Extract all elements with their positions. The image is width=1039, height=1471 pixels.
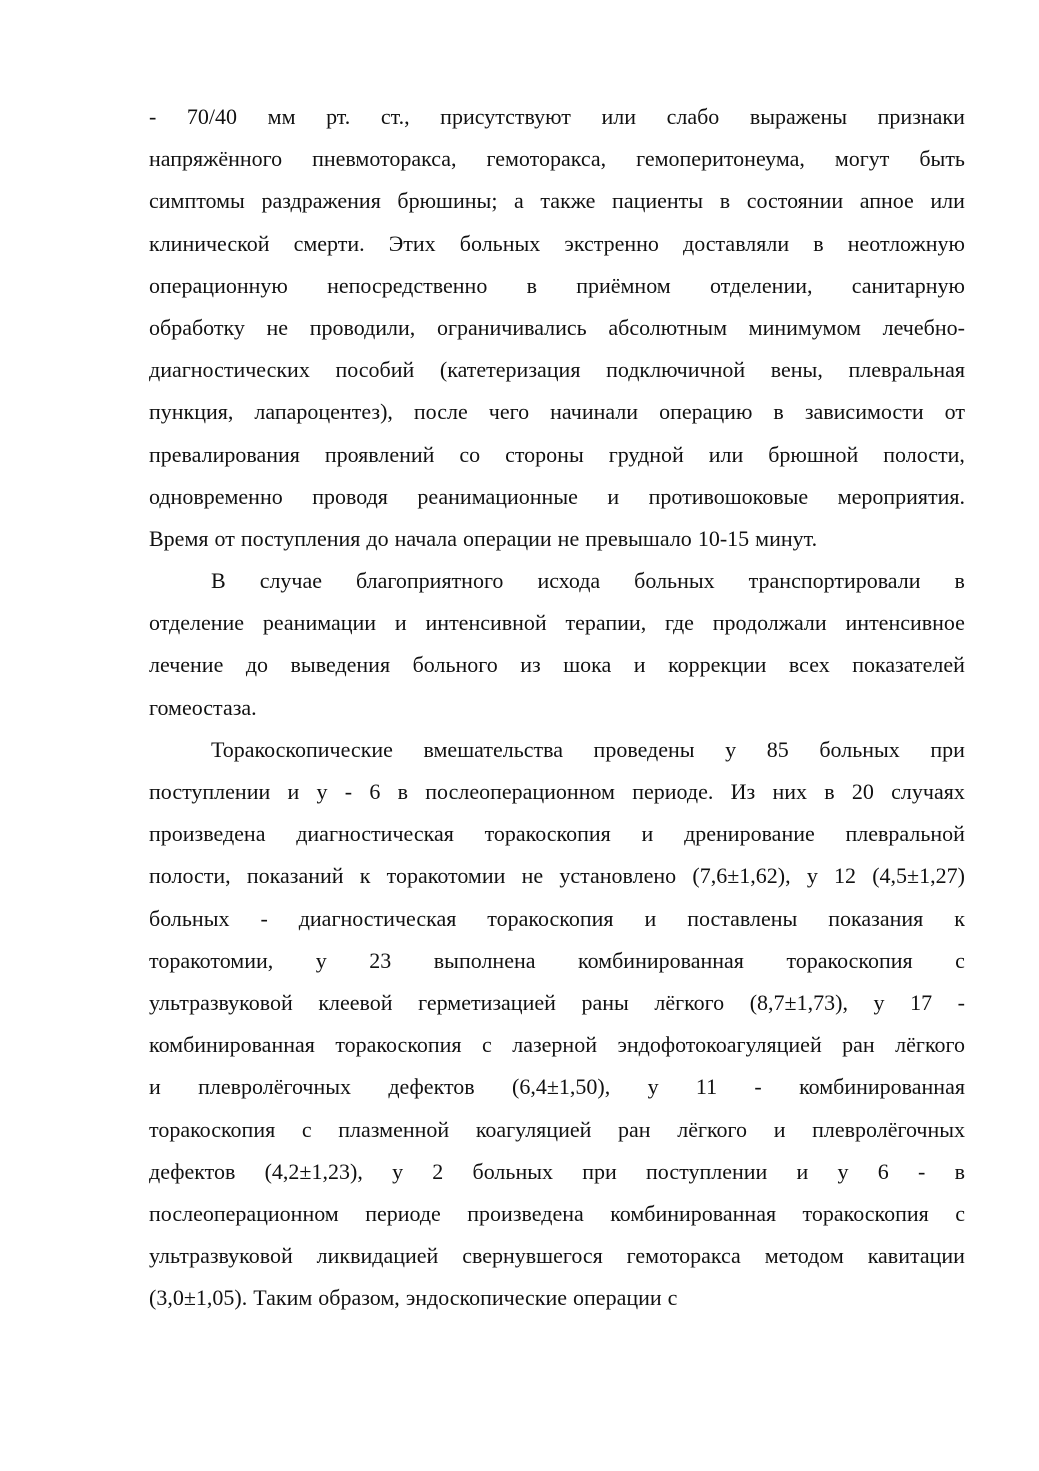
word: в xyxy=(813,230,824,256)
word: послеоперационном xyxy=(149,1200,339,1226)
word: к xyxy=(954,905,965,931)
word: - xyxy=(754,1074,762,1100)
word: (катетеризация xyxy=(439,357,581,383)
word: плевролёгочных xyxy=(198,1074,351,1100)
word: лазерной xyxy=(512,1032,597,1058)
word: пациенты xyxy=(612,188,704,214)
text-line xyxy=(149,1024,965,1066)
word: комбинированная xyxy=(799,1074,965,1100)
word: больных xyxy=(472,1158,554,1184)
word: или xyxy=(708,441,744,467)
word: продолжали xyxy=(712,610,827,636)
word: лёгкого xyxy=(654,989,725,1015)
word: грудной xyxy=(608,441,684,467)
word: благоприятного xyxy=(356,568,504,594)
word: состоянии xyxy=(746,188,844,214)
word: непосредственно xyxy=(327,272,488,298)
word: поступлении xyxy=(646,1158,768,1184)
word: при xyxy=(930,736,965,762)
word: 17 xyxy=(910,989,933,1015)
word: шока xyxy=(563,652,612,678)
word: 70/40 xyxy=(186,104,238,129)
word: в xyxy=(773,399,784,425)
word: 23 xyxy=(369,947,392,973)
word: плевральная xyxy=(848,357,965,383)
word: быть xyxy=(919,146,965,172)
word: плевральной xyxy=(845,821,965,847)
word: напряжённого xyxy=(149,146,283,172)
word: брюшины; xyxy=(397,188,498,214)
word: комбинированная xyxy=(578,947,744,973)
text-line xyxy=(149,180,965,222)
word: торакотомии xyxy=(386,863,506,889)
word: к xyxy=(359,863,371,889)
word: диагностических xyxy=(149,357,310,383)
word: (4,2±1,23), xyxy=(264,1158,363,1184)
word: терапии, xyxy=(565,610,647,636)
word: у xyxy=(873,989,885,1015)
word: пособий xyxy=(335,357,415,383)
word: операции xyxy=(573,1285,662,1311)
word: от xyxy=(944,399,965,425)
word: и xyxy=(796,1158,809,1184)
word: интенсивное xyxy=(845,610,965,636)
word: а xyxy=(514,188,524,214)
word: мероприятия. xyxy=(837,483,965,509)
word: не xyxy=(266,314,289,340)
word: операции xyxy=(463,525,552,551)
word: начала xyxy=(394,525,458,551)
text-line xyxy=(149,307,965,349)
word: установлено xyxy=(559,863,677,889)
word: (7,6±1,62), xyxy=(692,863,791,889)
word: больного xyxy=(412,652,498,678)
word: мм xyxy=(267,104,296,129)
word: полости, xyxy=(149,863,231,889)
word: торакоскопия xyxy=(802,1200,929,1226)
word: и xyxy=(644,905,657,931)
word: брюшной xyxy=(768,441,859,467)
word: операцию xyxy=(659,399,753,425)
word: зависимости xyxy=(804,399,924,425)
word: в xyxy=(397,779,408,804)
word: не xyxy=(557,525,580,551)
word: послеоперационном xyxy=(425,779,615,804)
document-body-text xyxy=(149,96,965,1319)
word: и xyxy=(394,610,407,636)
word: могут xyxy=(834,146,890,172)
word: 20 xyxy=(851,779,874,804)
word: плевролёгочных xyxy=(812,1116,965,1142)
word: Таким xyxy=(253,1285,313,1311)
word: свернувшегося xyxy=(462,1243,603,1269)
word: у xyxy=(316,779,328,804)
word: до xyxy=(245,652,269,678)
word: дефектов xyxy=(388,1074,475,1100)
word: превалирования xyxy=(149,441,300,467)
word: (4,5±1,27) xyxy=(872,863,965,889)
word: в xyxy=(954,1158,965,1184)
word: лёгкого xyxy=(895,1032,965,1058)
word: в xyxy=(526,272,537,298)
word: дефектов xyxy=(149,1158,236,1184)
word: у xyxy=(392,1158,404,1184)
word: отделение xyxy=(149,610,245,636)
word: поступления xyxy=(240,525,361,551)
text-line xyxy=(149,518,965,560)
word: в xyxy=(719,188,731,214)
word: после xyxy=(413,399,468,425)
word: с xyxy=(301,1116,312,1142)
word: торакотомии, xyxy=(149,947,274,973)
word: проводя xyxy=(312,483,388,509)
word: санитарную xyxy=(851,272,965,298)
word: кавитации xyxy=(867,1243,965,1269)
word: гомеостаза. xyxy=(149,694,257,720)
word: и xyxy=(633,652,646,678)
word: методом xyxy=(764,1243,844,1269)
text-line xyxy=(149,687,965,729)
word: реанимации xyxy=(262,610,377,636)
word: присутствуют xyxy=(440,104,571,129)
text-line xyxy=(149,1235,965,1277)
word: от xyxy=(214,525,235,551)
word: рт. xyxy=(326,104,351,129)
word: 10-15 xyxy=(697,525,750,551)
text-line xyxy=(149,1109,965,1151)
word: случае xyxy=(259,568,323,594)
word: торакоскопия xyxy=(786,947,913,973)
word: торакоскопия xyxy=(335,1032,462,1058)
text-line xyxy=(149,138,965,180)
word: 6 xyxy=(369,779,381,804)
word: раны xyxy=(581,989,629,1015)
word: подключичной xyxy=(606,357,746,383)
word: показателей xyxy=(852,652,965,678)
word: больных xyxy=(634,568,715,594)
text-line xyxy=(149,771,965,813)
word: комбинированная xyxy=(610,1200,777,1226)
word: (8,7±1,73), xyxy=(749,989,848,1015)
word: или xyxy=(930,188,965,214)
word: 11 xyxy=(695,1074,718,1100)
word: образом, xyxy=(318,1285,400,1311)
text-line xyxy=(149,1066,965,1108)
word: показаний xyxy=(246,863,344,889)
word: коагуляцией xyxy=(475,1116,592,1142)
word: Торакоскопические xyxy=(211,736,393,762)
word: раздражения xyxy=(261,188,381,214)
word: коррекции xyxy=(668,652,767,678)
word: случаях xyxy=(891,779,965,804)
word: показания xyxy=(828,905,924,931)
text-line xyxy=(149,223,965,265)
word: ст., xyxy=(380,104,410,129)
text-line xyxy=(149,391,965,433)
word: периоде xyxy=(365,1200,441,1226)
word: отделении, xyxy=(709,272,813,298)
word: 6 xyxy=(877,1158,889,1184)
word: лечебно- xyxy=(882,314,965,340)
word: у xyxy=(725,736,737,762)
word: произведена xyxy=(467,1200,584,1226)
word: ограничивались xyxy=(436,314,587,340)
word: также xyxy=(540,188,596,214)
word: и xyxy=(773,1116,786,1142)
word: апное xyxy=(859,188,914,214)
word: всех xyxy=(788,652,830,678)
word: ран xyxy=(842,1032,875,1058)
word: пневмоторакса, xyxy=(312,146,457,172)
word: лечение xyxy=(149,652,224,678)
word: проявлений xyxy=(324,441,435,467)
word: слабо xyxy=(666,104,720,129)
word: из xyxy=(520,652,541,678)
word: - xyxy=(957,989,965,1015)
text-line xyxy=(149,982,965,1024)
text-line xyxy=(149,1151,965,1193)
word: с xyxy=(482,1032,492,1058)
text-line xyxy=(149,729,965,771)
word: эндофотокоагуляцией xyxy=(617,1032,822,1058)
word: в xyxy=(954,568,965,594)
text-line xyxy=(149,560,965,602)
word: дренирование xyxy=(684,821,815,847)
word: выражены xyxy=(749,104,848,129)
word: чего xyxy=(488,399,530,425)
word: одновременно xyxy=(149,483,283,509)
word: где xyxy=(665,610,694,636)
word: Время xyxy=(149,525,209,551)
word: В xyxy=(211,568,226,594)
word: и xyxy=(149,1074,161,1100)
word: минимумом xyxy=(748,314,861,340)
word: больных xyxy=(459,230,541,256)
text-line xyxy=(149,602,965,644)
word: (6,4±1,50), xyxy=(512,1074,611,1100)
text-line xyxy=(149,96,965,138)
word: или xyxy=(601,104,636,129)
word: ультразвуковой xyxy=(149,1243,293,1269)
text-line xyxy=(149,476,965,518)
word: экстренно xyxy=(564,230,659,256)
word: гемоперитонеума, xyxy=(636,146,805,172)
word: со xyxy=(459,441,481,467)
word: эндоскопические xyxy=(405,1285,568,1311)
text-line xyxy=(149,940,965,982)
word: стороны xyxy=(505,441,584,467)
word: ран xyxy=(618,1116,651,1142)
word: ликвидацией xyxy=(316,1243,439,1269)
word: больных xyxy=(819,736,900,762)
word: и xyxy=(607,483,620,509)
word: с xyxy=(667,1285,678,1311)
word: у xyxy=(837,1158,849,1184)
word: операционную xyxy=(149,272,288,298)
word: обработку xyxy=(149,314,245,340)
word: лёгкого xyxy=(677,1116,748,1142)
word: признаки xyxy=(877,104,965,129)
word: при xyxy=(582,1158,617,1184)
word: вмешательства xyxy=(423,736,563,762)
word: торакоскопия xyxy=(487,905,614,931)
word: 2 xyxy=(432,1158,444,1184)
word: герметизацией xyxy=(418,989,556,1015)
word: у xyxy=(647,1074,659,1100)
word: торакоскопия xyxy=(484,821,611,847)
word: и xyxy=(641,821,654,847)
word: - xyxy=(260,905,268,931)
word: с xyxy=(955,1200,965,1226)
word: Из xyxy=(730,779,756,804)
word: вены, xyxy=(770,357,823,383)
text-line xyxy=(149,1277,965,1319)
word: Этих xyxy=(388,230,436,256)
word: смерти. xyxy=(293,230,365,256)
word: не xyxy=(521,863,544,889)
word: - xyxy=(918,1158,926,1184)
word: пункция, xyxy=(149,399,234,425)
text-line xyxy=(149,855,965,897)
word: поставлены xyxy=(687,905,798,931)
word: плазменной xyxy=(338,1116,450,1142)
word: клеевой xyxy=(318,989,393,1015)
text-line xyxy=(149,644,965,686)
word: клинической xyxy=(149,230,270,256)
word: гемоторакса xyxy=(626,1243,741,1269)
word: с xyxy=(955,947,965,973)
text-line xyxy=(149,434,965,476)
word: диагностическая xyxy=(296,821,454,847)
word: у xyxy=(806,863,818,889)
word: проводили, xyxy=(309,314,416,340)
word: выполнена xyxy=(433,947,536,973)
word: неотложную xyxy=(847,230,965,256)
word: торакоскопия xyxy=(149,1116,276,1142)
word: доставляли xyxy=(683,230,790,256)
word: лапароцентез), xyxy=(254,399,393,425)
text-line xyxy=(149,265,965,307)
text-line xyxy=(149,898,965,940)
word: диагностическая xyxy=(298,905,457,931)
word: - xyxy=(344,779,353,804)
text-line xyxy=(149,349,965,391)
word: до xyxy=(366,525,389,551)
word: превышало xyxy=(585,525,692,551)
word: проведены xyxy=(593,736,695,762)
word: транспортировали xyxy=(748,568,921,594)
word: полости, xyxy=(883,441,965,467)
word: интенсивной xyxy=(425,610,547,636)
word: начинали xyxy=(550,399,639,425)
word: 85 xyxy=(766,736,789,762)
word: поступлении xyxy=(149,779,271,804)
word: больных xyxy=(149,905,230,931)
text-line xyxy=(149,813,965,855)
word: исхода xyxy=(537,568,601,594)
word: комбинированная xyxy=(149,1032,315,1058)
word: периоде. xyxy=(632,779,714,804)
word: реанимационные xyxy=(417,483,578,509)
word: - xyxy=(149,104,157,129)
word: абсолютным xyxy=(608,314,728,340)
word: у xyxy=(315,947,327,973)
word: произведена xyxy=(149,821,266,847)
word: симптомы xyxy=(149,188,245,214)
word: 12 xyxy=(834,863,857,889)
word: минут. xyxy=(755,525,818,551)
word: и xyxy=(287,779,300,804)
word: них xyxy=(772,779,807,804)
word: приёмном xyxy=(576,272,671,298)
text-line xyxy=(149,1193,965,1235)
word: гемоторакса, xyxy=(486,146,607,172)
word: противошоковые xyxy=(648,483,809,509)
word: ультразвуковой xyxy=(149,989,293,1015)
word: (3,0±1,05). xyxy=(149,1285,248,1311)
word: в xyxy=(824,779,835,804)
word: выведения xyxy=(290,652,391,678)
